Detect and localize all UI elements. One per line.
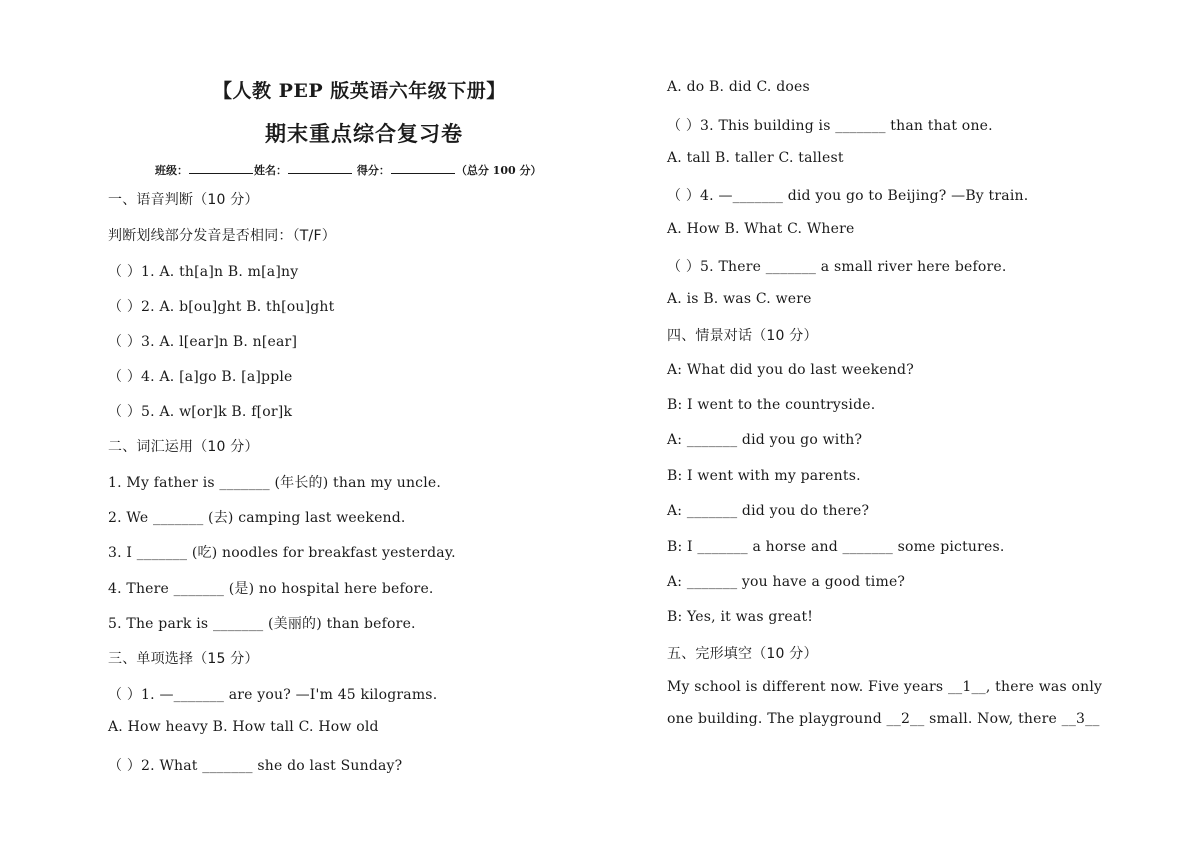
dialogue-line: B: I went with my parents.	[667, 468, 861, 484]
options-line: A. is B. was C. were	[667, 291, 812, 307]
dialogue-line: A: What did you do last weekend?	[667, 362, 914, 378]
options-line: A. tall B. taller C. tallest	[667, 150, 844, 166]
question-line: （ ）2. A. b[ou]ght B. th[ou]ght	[108, 299, 335, 315]
class-blank[interactable]	[189, 162, 253, 174]
question-line: 3. I _______ (吃) noodles for breakfast yesterday.	[108, 545, 456, 561]
dialogue-line: A: _______ you have a good time?	[667, 574, 906, 590]
cloze-passage-line: one building. The playground __2__ small. Now, there __3__	[667, 711, 1100, 727]
instruction-text: 判断划线部分发音是否相同：（T/F）	[108, 228, 336, 244]
exam-title: 【人教 PEP 版英语六年级下册】	[213, 80, 506, 102]
question-line: （ ）2. What _______ she do last Sunday?	[108, 758, 403, 774]
score-label: 得分：	[356, 164, 390, 177]
question-line: （ ）1. —_______ are you? —I'm 45 kilograms.	[108, 687, 438, 703]
options-line: A. How B. What C. Where	[667, 221, 855, 237]
dialogue-line: A: _______ did you do there?	[667, 503, 870, 519]
cloze-passage-line: My school is different now. Five years __1__, there was only	[667, 679, 1103, 695]
section-heading-choice: 三、单项选择（15 分）	[108, 651, 259, 667]
score-blank[interactable]	[391, 162, 455, 174]
dialogue-line: B: I _______ a horse and _______ some pictures.	[667, 539, 1005, 555]
total-score: （总分 100 分）	[455, 164, 542, 177]
question-line: （ ）5. A. w[or]k B. f[or]k	[108, 404, 293, 420]
question-line: （ ）1. A. th[a]n B. m[a]ny	[108, 264, 299, 280]
exam-subtitle: 期末重点综合复习卷	[265, 121, 463, 146]
name-blank[interactable]	[288, 162, 352, 174]
class-label: 班级：	[155, 164, 188, 177]
question-line: （ ）4. —_______ did you go to Beijing? —By train.	[667, 188, 1029, 204]
section-heading-phonics: 一、语音判断（10 分）	[108, 192, 259, 208]
question-line: （ ）5. There _______ a small river here before.	[667, 259, 1007, 275]
section-heading-vocabulary: 二、词汇运用（10 分）	[108, 439, 259, 455]
question-line: （ ）4. A. [a]go B. [a]pple	[108, 369, 293, 385]
question-line: 1. My father is _______ (年长的) than my uncle.	[108, 475, 442, 491]
question-line: 2. We _______ (去) camping last weekend.	[108, 510, 406, 526]
dialogue-line: B: I went to the countryside.	[667, 397, 876, 413]
section-heading-dialogue: 四、情景对话（10 分）	[667, 328, 818, 344]
options-line: A. How heavy B. How tall C. How old	[108, 719, 379, 735]
dialogue-line: A: _______ did you go with?	[667, 432, 863, 448]
question-line: 5. The park is _______ (美丽的) than before.	[108, 616, 416, 632]
options-line: A. do B. did C. does	[667, 79, 810, 95]
name-label: 姓名：	[254, 164, 287, 177]
question-line: 4. There _______ (是) no hospital here before.	[108, 581, 434, 597]
section-heading-cloze: 五、完形填空（10 分）	[667, 646, 818, 662]
question-line: （ ）3. A. l[ear]n B. n[ear]	[108, 334, 298, 350]
dialogue-line: B: Yes, it was great!	[667, 609, 814, 625]
student-info-line	[155, 162, 541, 178]
question-line: （ ）3. This building is _______ than that one.	[667, 118, 993, 134]
